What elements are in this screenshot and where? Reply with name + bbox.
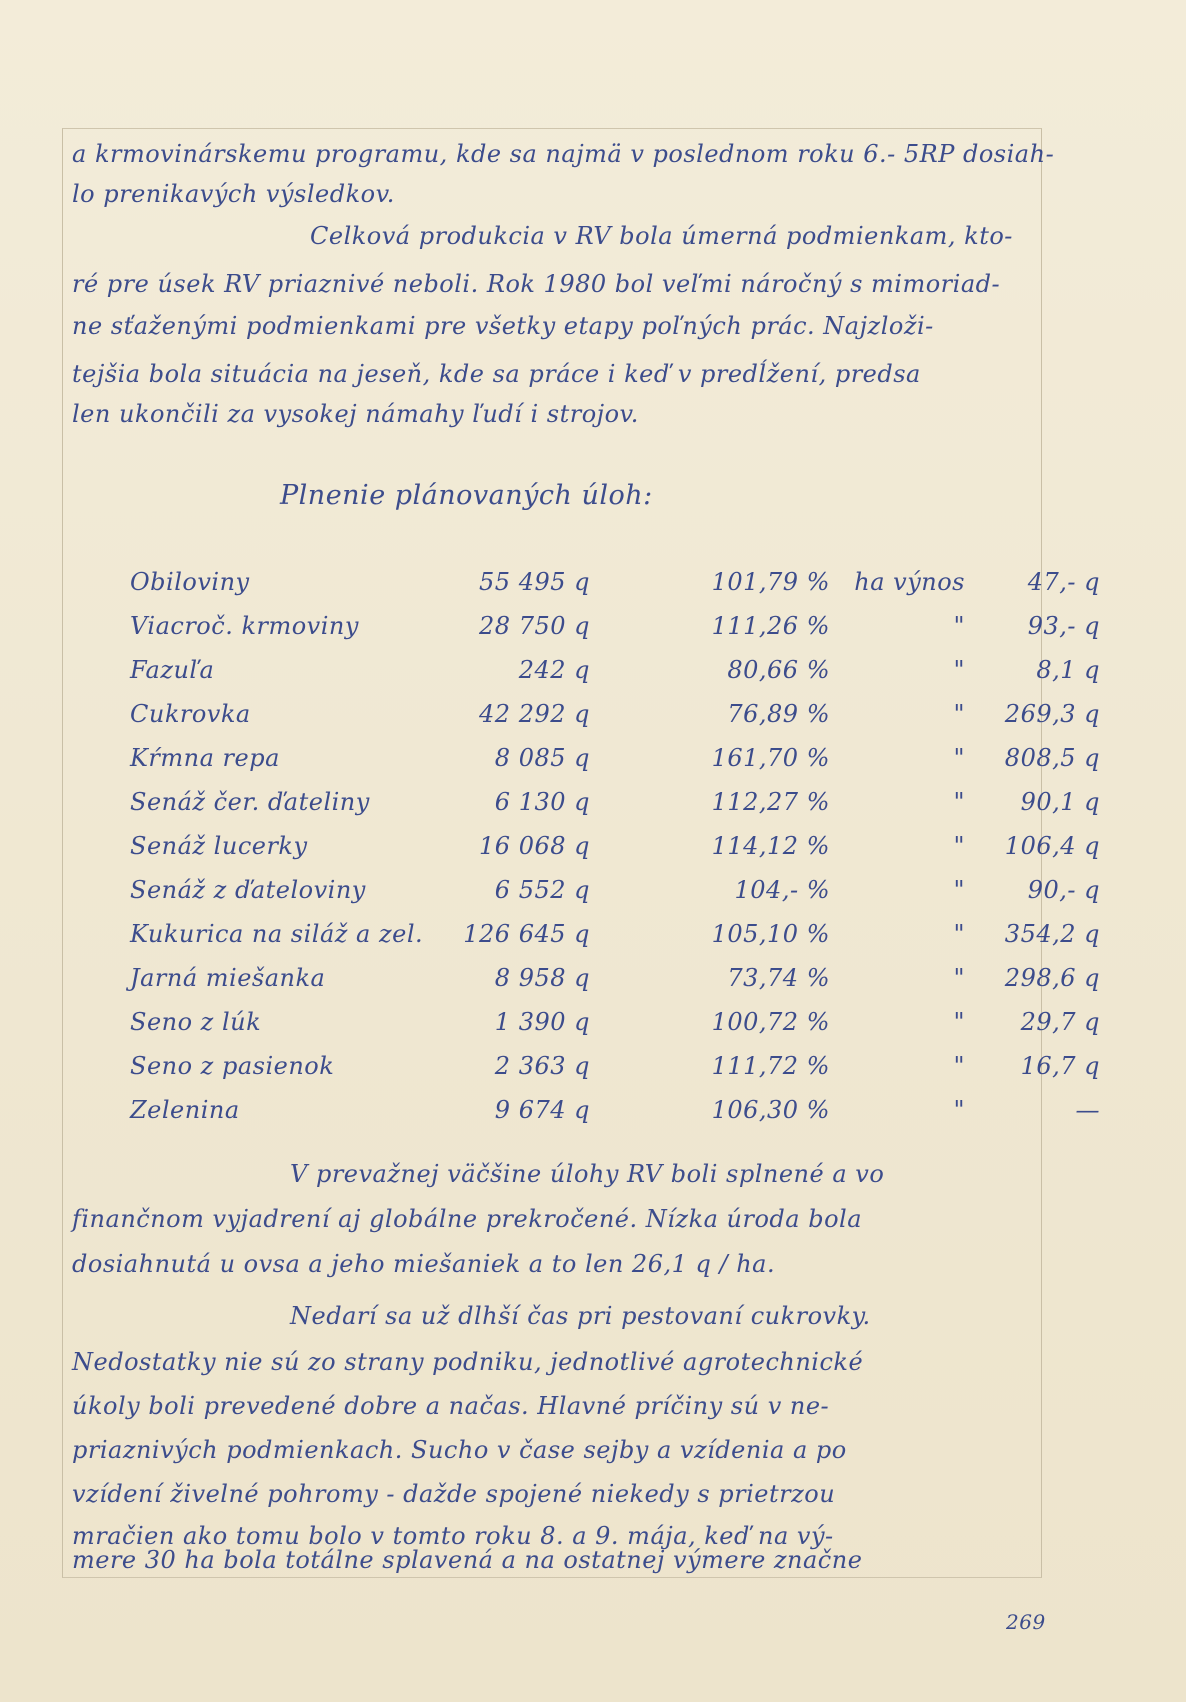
crop-yield: 269,3 q <box>1004 700 1100 728</box>
table-row <box>130 964 1100 1004</box>
crop-name: Zelenina <box>130 1096 240 1124</box>
crop-mark: ha výnos <box>854 568 965 596</box>
crop-yield: 90,- q <box>1027 876 1100 904</box>
table-row <box>130 1008 1100 1048</box>
paragraph1-line-1: Celková produkcia v RV bola úmerná podmienkam, kto- <box>310 222 1013 250</box>
crop-yield: 106,4 q <box>1004 832 1100 860</box>
crop-name: Senáž čer. ďateliny <box>130 788 370 816</box>
table-row <box>130 920 1100 960</box>
crop-yield: 90,1 q <box>1020 788 1100 816</box>
paragraph1-line-3: ne sťaženými podmienkami pre všetky etapy poľných prác. Najzloži- <box>72 312 934 340</box>
paragraph1-line-4: tejšia bola situácia na jeseň, kde sa práce i keď v predĺžení, predsa <box>72 360 921 388</box>
crop-yield: 47,- q <box>1027 568 1100 596</box>
crop-yield: 298,6 q <box>1004 964 1100 992</box>
crop-percent: 111,72 % <box>711 1052 830 1080</box>
crop-amount: 1 390 q <box>494 1008 590 1036</box>
paragraph3-line-4: priaznivých podmienkach. Sucho v čase sejby a vzídenia a po <box>72 1436 847 1464</box>
crop-name: Kukurica na siláž a zel. <box>130 920 424 948</box>
table-row <box>130 876 1100 916</box>
crop-percent: 104,- % <box>734 876 830 904</box>
crop-name: Senáž lucerky <box>130 832 308 860</box>
paragraph3-line-3: úkoly boli prevedené dobre a načas. Hlavné príčiny sú v ne- <box>72 1392 830 1420</box>
table-row <box>130 1096 1100 1136</box>
crop-name: Kŕmna repa <box>130 744 280 772</box>
crop-mark: " <box>953 1096 965 1124</box>
paragraph2-line-3: dosiahnutá u ovsa a jeho miešaniek a to len 26,1 q / ha. <box>72 1250 776 1278</box>
crop-percent: 161,70 % <box>711 744 830 772</box>
paragraph3-line-6: mračien ako tomu bolo v tomto roku 8. a 9. mája, keď na vý- <box>72 1522 834 1550</box>
crop-name: Viacroč. krmoviny <box>130 612 359 640</box>
paragraph3-line-2: Nedostatky nie sú zo strany podniku, jednotlivé agrotechnické <box>72 1348 864 1376</box>
table-row <box>130 568 1100 608</box>
paragraph3-line-5: vzídení živelné pohromy - dažde spojené niekedy s prietrzou <box>72 1480 836 1508</box>
paragraph2-line-1: V prevažnej väčšine úlohy RV boli splnené a vo <box>290 1160 885 1188</box>
crop-mark: " <box>953 656 965 684</box>
crop-amount: 28 750 q <box>479 612 590 640</box>
crop-mark: " <box>953 612 965 640</box>
crop-amount: 2 363 q <box>494 1052 590 1080</box>
crop-percent: 114,12 % <box>711 832 830 860</box>
crop-mark: " <box>953 876 965 904</box>
crop-amount: 9 674 q <box>494 1096 590 1124</box>
crop-mark: " <box>953 744 965 772</box>
crop-amount: 242 q <box>518 656 590 684</box>
crop-yield: 8,1 q <box>1036 656 1100 684</box>
crop-mark: " <box>953 788 965 816</box>
table-row <box>130 832 1100 872</box>
crop-percent: 105,10 % <box>711 920 830 948</box>
crop-yield: 808,5 q <box>1004 744 1100 772</box>
crop-percent: 76,89 % <box>727 700 830 728</box>
crop-amount: 126 645 q <box>463 920 590 948</box>
crop-percent: 100,72 % <box>711 1008 830 1036</box>
crop-amount: 6 552 q <box>494 876 590 904</box>
crop-amount: 6 130 q <box>494 788 590 816</box>
page-number: 269 <box>1006 1610 1046 1634</box>
crop-percent: 111,26 % <box>711 612 830 640</box>
paragraph3-line-1: Nedarí sa už dlhší čas pri pestovaní cukrovky. <box>290 1302 871 1330</box>
paragraph2-line-2: finančnom vyjadrení aj globálne prekročené. Nízka úroda bola <box>72 1205 863 1233</box>
intro-line-2: lo prenikavých výsledkov. <box>72 180 395 208</box>
crop-mark: " <box>953 920 965 948</box>
section-heading: Plnenie plánovaných úloh: <box>280 480 653 511</box>
crop-yield: — <box>1075 1096 1100 1124</box>
paragraph1-line-2: ré pre úsek RV priaznivé neboli. Rok 1980 bol veľmi náročný s mimoriad- <box>72 270 1001 298</box>
crop-mark: " <box>953 1052 965 1080</box>
crop-percent: 106,30 % <box>711 1096 830 1124</box>
crop-percent: 112,27 % <box>711 788 830 816</box>
paragraph3-line-7: mere 30 ha bola totálne splavená a na ostatnej výmere značne <box>72 1546 863 1574</box>
crop-mark: " <box>953 832 965 860</box>
table-row <box>130 744 1100 784</box>
crop-percent: 80,66 % <box>727 656 830 684</box>
crop-amount: 8 085 q <box>494 744 590 772</box>
crop-percent: 73,74 % <box>727 964 830 992</box>
crop-name: Obiloviny <box>130 568 250 596</box>
table-row <box>130 612 1100 652</box>
table-row <box>130 656 1100 696</box>
crop-name: Jarná miešanka <box>130 964 326 992</box>
crop-amount: 55 495 q <box>479 568 590 596</box>
table-row <box>130 700 1100 740</box>
crop-name: Senáž z ďateloviny <box>130 876 366 904</box>
crop-name: Seno z pasienok <box>130 1052 335 1080</box>
crop-yield: 93,- q <box>1027 612 1100 640</box>
crop-amount: 42 292 q <box>479 700 590 728</box>
crop-amount: 16 068 q <box>479 832 590 860</box>
paragraph1-line-5: len ukončili za vysokej námahy ľudí i strojov. <box>72 400 639 428</box>
crop-name: Fazuľa <box>130 656 215 684</box>
crop-mark: " <box>953 700 965 728</box>
crop-mark: " <box>953 964 965 992</box>
crop-yield: 29,7 q <box>1020 1008 1100 1036</box>
crop-yield: 16,7 q <box>1020 1052 1100 1080</box>
crop-name: Cukrovka <box>130 700 251 728</box>
crop-name: Seno z lúk <box>130 1008 262 1036</box>
intro-line-1: a krmovinárskemu programu, kde sa najmä v poslednom roku 6.- 5RP dosiah- <box>72 140 1055 168</box>
table-row <box>130 788 1100 828</box>
crop-amount: 8 958 q <box>494 964 590 992</box>
crop-percent: 101,79 % <box>711 568 830 596</box>
table-row <box>130 1052 1100 1092</box>
crop-mark: " <box>953 1008 965 1036</box>
crop-yield: 354,2 q <box>1004 920 1100 948</box>
